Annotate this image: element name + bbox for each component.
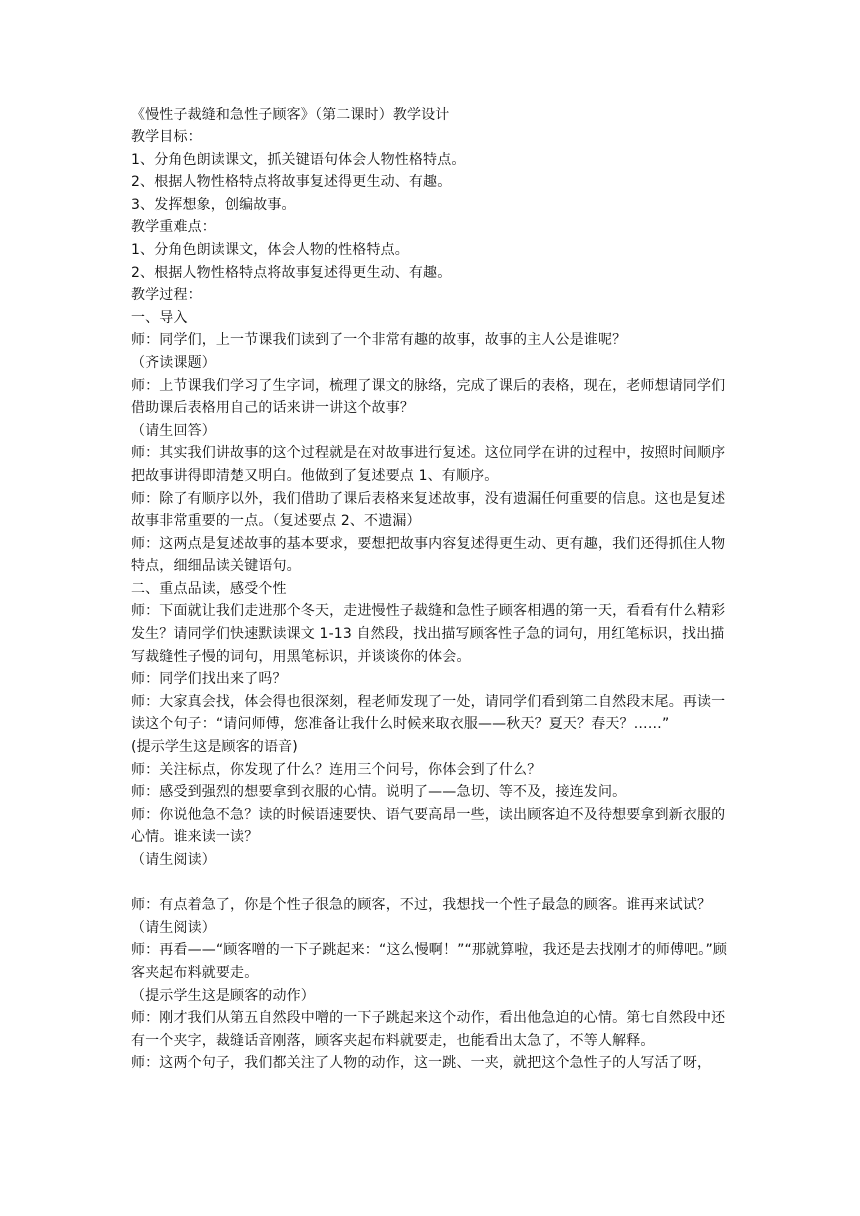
teaching-paragraph: （请生阅读） — [131, 852, 216, 868]
teaching-paragraph: （齐读课题） — [131, 354, 216, 371]
teaching-paragraph: 师：其实我们讲故事的这个过程就是在对故事进行复述。这位同学在讲的过程中，按照时间顺序把故事讲得即清楚又明白。他做到了复述要点 1、有顺序。 — [131, 445, 726, 484]
teaching-paragraph: （提示学生这是顾客的动作） — [131, 987, 315, 1004]
teaching-paragraph: 师：再看——“顾客噌的一下子跳起来：“这么慢啊！”“那就算啦，我还是去找刚才的师傅吧。”顾客夹起布料就要走。 — [131, 942, 728, 981]
teaching-paragraph: 师：你说他急不急？读的时候语速要快、语气要高昂一些，读出顾客迫不及待想要拿到新衣服的心情。谁来读一读？ — [131, 806, 726, 846]
teaching-paragraph: 师：这两点是复述故事的基本要求，要想把故事内容复述得更生动、更有趣，我们还得抓住人物特点，细细品读关键语句。 — [131, 535, 726, 575]
objective-item: 1、分角色朗读课文，抓关键语句体会人物性格特点。 — [131, 151, 466, 168]
key-point-item: 1、分角色朗读课文，体会人物的性格特点。 — [131, 241, 409, 258]
teaching-paragraph: 师：下面就让我们走进那个冬天，走进慢性子裁缝和急性子顾客相遇的第一天，看看有什么精彩发生？请同学们快速默读课文 1-13 自然段，找出描写顾客性子急的词句，用红笔标识，找出描写裁缝性子慢的词句，用黑笔标识，并谈谈你的体会。 — [131, 603, 726, 665]
teaching-paragraph: 师：除了有顺序以外，我们借助了课后表格来复述故事，没有遗漏任何重要的信息。这也是复述故事非常重要的一点。（复述要点 2、不遗漏） — [131, 490, 726, 530]
section-heading-introduction: 一、导入 — [131, 309, 188, 326]
teaching-paragraph: 师：感受到强烈的想要拿到衣服的心情。说明了——急切、等不及，接连发问。 — [131, 784, 627, 801]
teaching-paragraph: （请生阅读） — [131, 919, 216, 936]
document-title: 《慢性子裁缝和急性子顾客》（第二课时）教学设计 — [131, 107, 450, 123]
teaching-paragraph: 师：有点着急了，你是个性子很急的顾客，不过，我想找一个性子最急的顾客。谁再来试试？ — [131, 897, 712, 914]
teaching-paragraph: 师：这两个句子，我们都关注了人物的动作，这一跳、一夹，就把这个急性子的人写活了呀， — [131, 1055, 712, 1072]
teaching-paragraph: （请生回答） — [131, 422, 216, 439]
teaching-paragraph: 师：同学们找出来了吗？ — [131, 671, 287, 688]
objective-item: 2、根据人物性格特点将故事复述得更生动、有趣。 — [131, 174, 452, 191]
teaching-paragraph: 师：关注标点，你发现了什么？连用三个问号，你体会到了什么？ — [131, 761, 542, 778]
teaching-paragraph: 师：上节课我们学习了生字词，梳理了课文的脉络，完成了课后的表格，现在，老师想请同学们借助课后表格用自己的话来讲一讲这个故事？ — [131, 377, 726, 417]
teaching-paragraph: 师：大家真会找，体会得也很深刻，程老师发现了一处，请同学们看到第二自然段末尾。再读一读这个句子：“请问师傅，您准备让我什么时候来取衣服——秋天？夏天？春天？……” — [131, 693, 726, 733]
section-heading-objectives: 教学目标： — [131, 129, 202, 145]
section-heading-key-points: 教学重难点： — [131, 219, 216, 236]
section-heading-reading: 二、重点品读，感受个性 — [131, 580, 287, 597]
key-point-item: 2、根据人物性格特点将故事复述得更生动、有趣。 — [131, 264, 452, 281]
objective-item: 3、发挥想象，创编故事。 — [131, 196, 296, 213]
teaching-paragraph: 师：同学们，上一节课我们读到了一个非常有趣的故事，故事的主人公是谁呢？ — [131, 332, 627, 349]
document-body — [131, 104, 737, 1075]
teaching-paragraph: 师：刚才我们从第五自然段中噌的一下子跳起来这个动作，看出他急迫的心情。第七自然段中还有一个夹字，裁缝话音刚落，顾客夹起布料就要走，也能看出太急了，不等人解释。 — [131, 1010, 726, 1049]
teaching-paragraph: (提示学生这是顾客的语音) — [131, 739, 298, 756]
section-heading-process: 教学过程： — [131, 287, 202, 304]
blank-line — [131, 872, 737, 895]
